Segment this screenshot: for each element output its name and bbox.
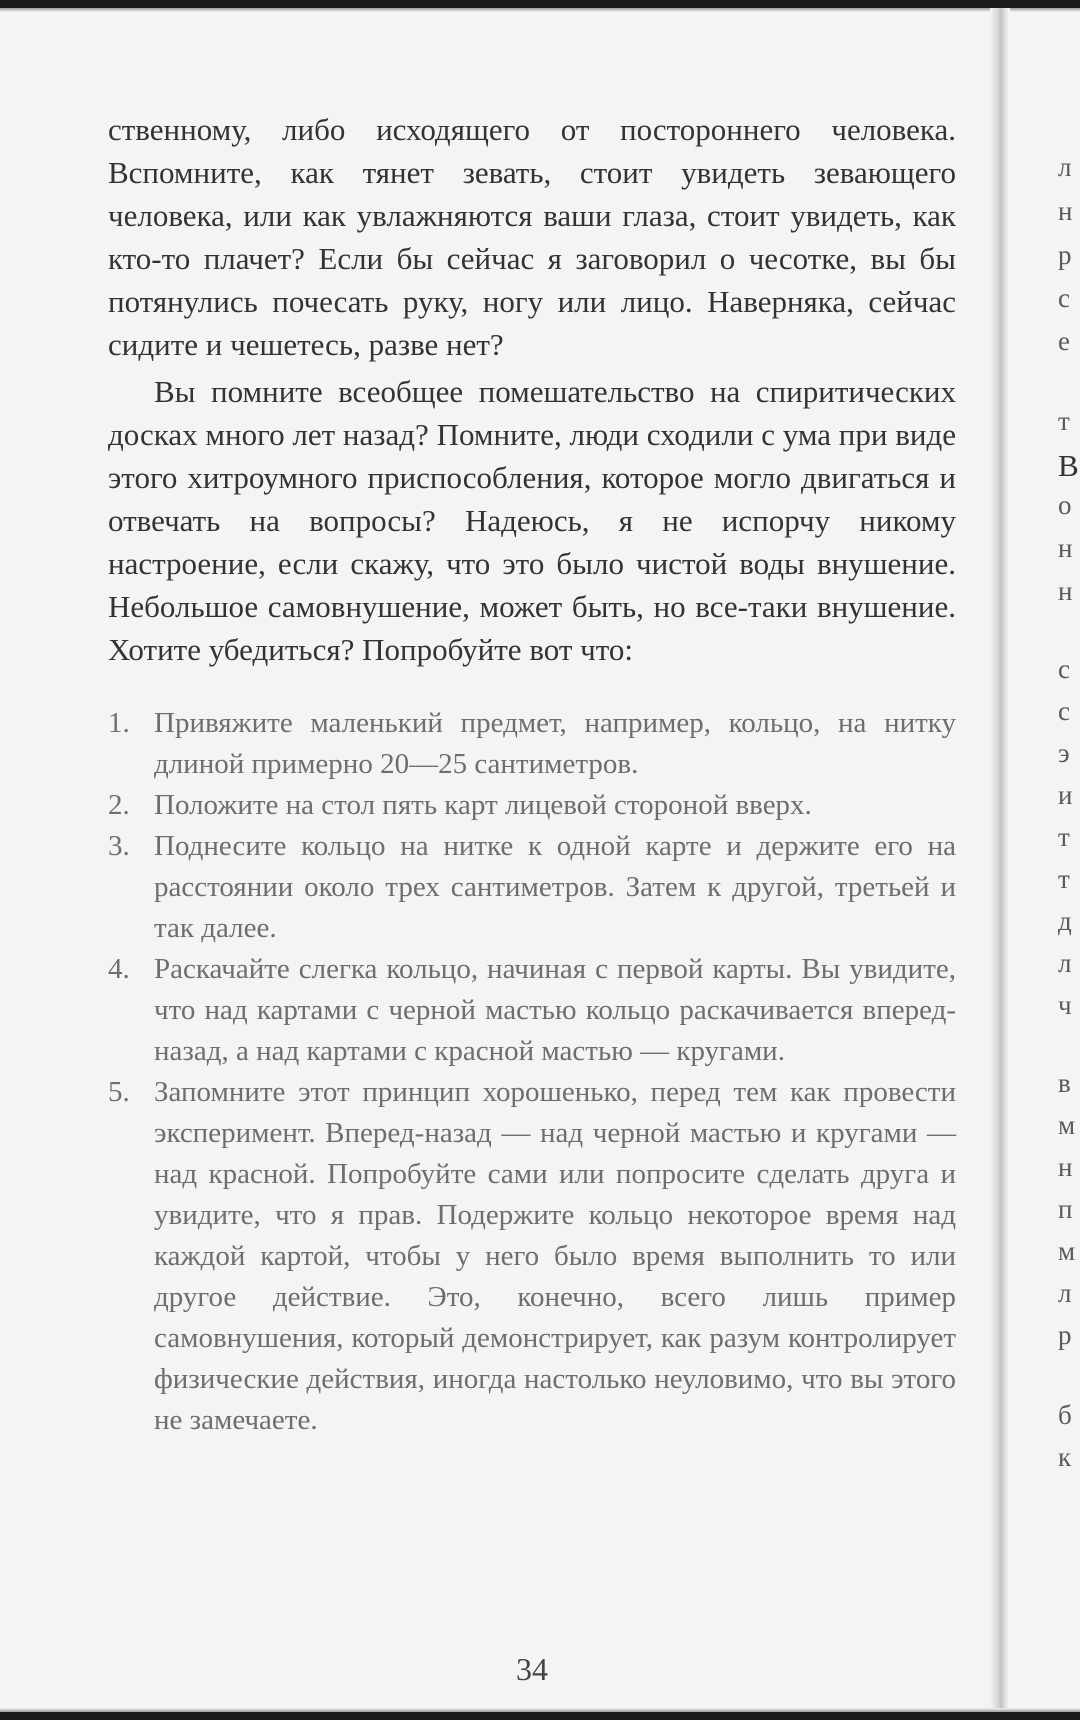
right-page-line-fragment: в — [1058, 1068, 1071, 1098]
scan-bottom-edge — [0, 1712, 1080, 1720]
numbered-list — [108, 703, 956, 1441]
right-page-line-fragment: м — [1058, 1110, 1076, 1140]
right-page-line-fragment: с — [1058, 696, 1070, 726]
right-page-line-fragment: р — [1058, 1320, 1072, 1350]
list-text: Привяжите маленький предмет, например, кольцо, на нитку длиной примерно 20—25 сантиметров. — [154, 707, 956, 780]
page-number: 34 — [516, 1651, 548, 1687]
list-item — [108, 949, 956, 1072]
right-page-line-fragment: л — [1058, 1278, 1072, 1308]
list-number: 5. — [108, 1076, 130, 1108]
list-item — [108, 1072, 956, 1441]
right-page-line-fragment: о — [1058, 490, 1072, 520]
list-text: Раскачайте слегка кольцо, начиная с первой карты. Вы увидите, что над картами с черной мастью кольцо раскачивается вперед-назад, а над картами с красной мастью — кругами. — [154, 953, 956, 1067]
right-page-line-fragment: с — [1058, 283, 1070, 313]
right-page-line-fragment: м — [1058, 1236, 1076, 1266]
right-page-line-fragment: т — [1058, 406, 1070, 436]
list-number: 1. — [108, 707, 130, 739]
right-page-line-fragment: л — [1058, 948, 1072, 978]
right-page-line-fragment: и — [1058, 780, 1073, 810]
right-page-line-fragment: л — [1058, 152, 1072, 182]
list-item — [108, 703, 956, 785]
right-page-line-fragment: е — [1058, 326, 1070, 356]
list-text: Положите на стол пять карт лицевой стороной вверх. — [154, 789, 812, 821]
paragraph-1: ственному, либо исходящего от постороннего человека. Вспомните, как тянет зевать, стоит увидеть зевающего человека, или как увлажняются ваши глаза, стоит увидеть, как кто-то плачет? Если бы сейчас я заговорил о чесотке, вы бы потянулись почесать руку, ногу или лицо. Наверняка, сейчас сидите и чешетесь, разве нет? — [108, 112, 956, 362]
right-page-line-fragment: д — [1058, 906, 1072, 936]
right-page-line-fragment: н — [1058, 196, 1073, 226]
right-page-line-fragment: э — [1058, 738, 1070, 768]
list-item — [108, 826, 956, 949]
right-page-line-fragment: с — [1058, 654, 1070, 684]
right-page-line-fragment: н — [1058, 576, 1073, 606]
right-page-line-fragment: н — [1058, 1152, 1073, 1182]
left-page — [108, 108, 956, 1687]
right-page-line-fragment: к — [1058, 1442, 1072, 1472]
list-number: 2. — [108, 789, 130, 821]
scan-top-edge — [0, 0, 1080, 8]
right-page-line-fragment: б — [1058, 1400, 1072, 1430]
list-number: 4. — [108, 953, 130, 985]
right-page-line-fragment: т — [1058, 822, 1070, 852]
right-page-line-fragment: ч — [1058, 990, 1072, 1020]
right-page-fragment — [1058, 0, 1080, 1720]
scan-top-shadow — [0, 8, 1080, 12]
right-page-line-fragment: п — [1058, 1194, 1073, 1224]
right-page-line-fragment: В — [1058, 448, 1079, 483]
list-number: 3. — [108, 830, 130, 862]
book-gutter — [990, 8, 1010, 1712]
list-text: Поднесите кольцо на нитке к одной карте и держите его на расстоянии около трех сантиметров. Затем к другой, третьей и так далее. — [154, 830, 956, 944]
right-page-line-fragment: н — [1058, 533, 1073, 563]
paragraph-2: Вы помните всеобщее помешательство на спиритических досках много лет назад? Помните, люди сходили с ума при виде этого хитроумного приспособления, которое могло двигаться и отвечать на вопросы? Надеюсь, я не испорчу никому настроение, если скажу, что это было чистой воды внушение. Небольшое самовнушение, может быть, но все-таки внушение. Хотите убедиться? Попробуйте вот что: — [108, 374, 956, 667]
list-text: Запомните этот принцип хорошенько, перед тем как провести эксперимент. Вперед-назад — над черной мастью и кругами — над красной. Попробуйте сами или попросите сделать друга и увидите, что я прав. Подержите кольцо некоторое время над каждой картой, чтобы у него было время выполнить то или другое действие. Это, конечно, всего лишь пример самовнушения, который демонстрирует, как разум контролирует физические действия, иногда настолько неуловимо, что вы этого не замечаете. — [154, 1076, 956, 1436]
list-item — [108, 785, 956, 826]
right-page-line-fragment: р — [1058, 240, 1072, 270]
right-page-line-fragment: т — [1058, 864, 1070, 894]
